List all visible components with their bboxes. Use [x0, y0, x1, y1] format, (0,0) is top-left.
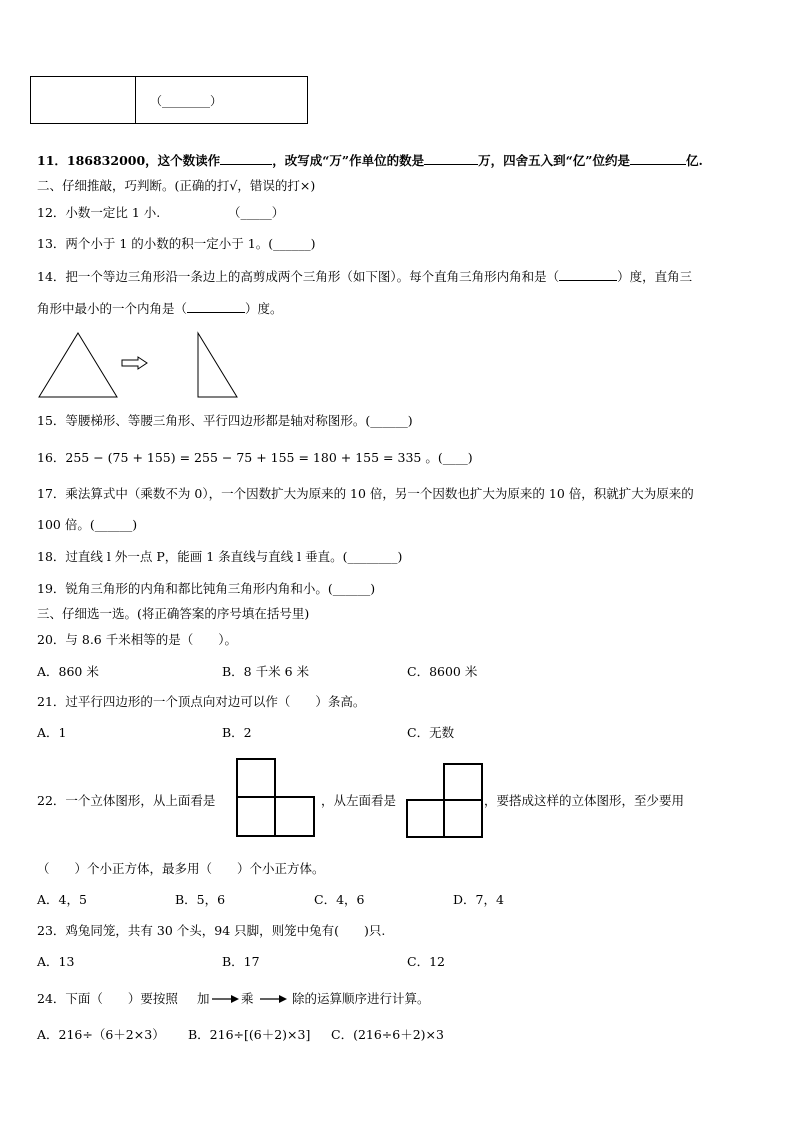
left-view-figure	[406, 763, 486, 839]
q24-op-multiply: 乘	[241, 991, 254, 1006]
q22-option-c[interactable]: C．4，6	[314, 892, 365, 907]
q22-option-b[interactable]: B．5，6	[175, 892, 226, 907]
q20-option-a[interactable]: A．860 米	[37, 664, 99, 679]
q22-option-d[interactable]: D．7，4	[453, 892, 504, 907]
question-11: 11．186832000，这个数读作 ，改写成“万”作单位的数是 万，四舍五入到“亿”位约是 亿.	[37, 153, 703, 168]
question-13: 13．两个小于 1 的小数的积一定小于 1。(______)	[37, 236, 316, 251]
question-12: 12．小数一定比 1 小.	[37, 205, 161, 220]
equilateral-triangle-figure	[38, 332, 118, 398]
question-15: 15．等腰梯形、等腰三角形、平行四边形都是轴对称图形。(______)	[37, 413, 413, 428]
q12-answer-paren[interactable]: （_____）	[228, 205, 285, 220]
answer-blank[interactable]: （________）	[150, 93, 223, 108]
q24-option-b[interactable]: B．216÷[(6＋2)×3]	[188, 1027, 311, 1042]
hollow-right-arrow-icon	[121, 356, 149, 370]
right-arrow-icon	[212, 993, 240, 1005]
q23-option-c[interactable]: C．12	[407, 954, 445, 969]
question-22-end: ，要搭成这样的立体图形，至少要用	[484, 793, 685, 808]
q11-blank-2[interactable]	[424, 152, 478, 165]
right-triangle-figure	[197, 332, 239, 398]
q11-blank-3[interactable]	[630, 152, 686, 165]
question-24-stem-end: 除的运算顺序进行计算。	[292, 991, 430, 1006]
q21-option-a[interactable]: A．1	[37, 725, 67, 740]
q24-option-a[interactable]: A．216÷（6＋2×3）	[37, 1027, 165, 1042]
q14-blank-2[interactable]	[187, 300, 245, 313]
q11-blank-1[interactable]	[220, 152, 272, 165]
question-23: 23．鸡兔同笼，共有 30 个头，94 只脚，则笼中兔有( )只.	[37, 923, 386, 938]
section-2-title: 二、仔细推敲，巧判断。(正确的打√，错误的打×)	[37, 178, 316, 193]
q24-op-add: 加	[197, 991, 210, 1006]
question-22-mid: ，从左面看是	[321, 793, 397, 808]
q21-option-c[interactable]: C．无数	[407, 725, 455, 740]
question-17-line-2: 100 倍。(______)	[37, 517, 138, 532]
q22-option-a[interactable]: A．4，5	[37, 892, 87, 907]
question-19: 19．锐角三角形的内角和都比钝角三角形内角和小。(______)	[37, 581, 376, 596]
question-22-line-1: 22．一个立体图形，从上面看是	[37, 793, 216, 808]
question-22-line-2: （ ）个小正方体，最多用（ ）个小正方体。	[37, 861, 325, 876]
question-21: 21．过平行四边形的一个顶点向对边可以作（ ）条高。	[37, 694, 366, 709]
question-20: 20．与 8.6 千米相等的是（ ）。	[37, 632, 237, 647]
top-table-cell-right	[136, 77, 308, 124]
question-18: 18．过直线 l 外一点 P，能画 1 条直线与直线 l 垂直。(________)	[37, 549, 403, 564]
q23-option-a[interactable]: A．13	[37, 954, 75, 969]
top-table-cell-left	[31, 77, 136, 124]
top-view-figure	[236, 758, 316, 838]
q24-option-c[interactable]: C．(216÷6＋2)×3	[331, 1027, 444, 1042]
question-16: 16．255 − (75 + 155) = 255 − 75 + 155 = 180 + 155 = 335 。(____)	[37, 450, 473, 465]
question-14-line-1: 14．把一个等边三角形沿一条边上的高剪成两个三角形（如下图）。每个直角三角形内角和是（ ）度，直角三	[37, 269, 693, 284]
q20-option-c[interactable]: C．8600 米	[407, 664, 478, 679]
q14-blank-1[interactable]	[559, 268, 617, 281]
section-3-title: 三、仔细选一选。(将正确答案的序号填在括号里)	[37, 606, 310, 621]
q20-option-b[interactable]: B．8 千米 6 米	[222, 664, 310, 679]
top-table	[30, 76, 308, 124]
question-14-line-2: 角形中最小的一个内角是（ ）度。	[37, 301, 283, 316]
question-24-stem-start: 24．下面（ ）要按照	[37, 991, 178, 1006]
question-17-line-1: 17．乘法算式中（乘数不为 0），一个因数扩大为原来的 10 倍，另一个因数也扩大为原来的 10 倍，积就扩大为原来的	[37, 486, 694, 501]
q23-option-b[interactable]: B．17	[222, 954, 260, 969]
q21-option-b[interactable]: B．2	[222, 725, 252, 740]
right-arrow-icon	[260, 993, 288, 1005]
